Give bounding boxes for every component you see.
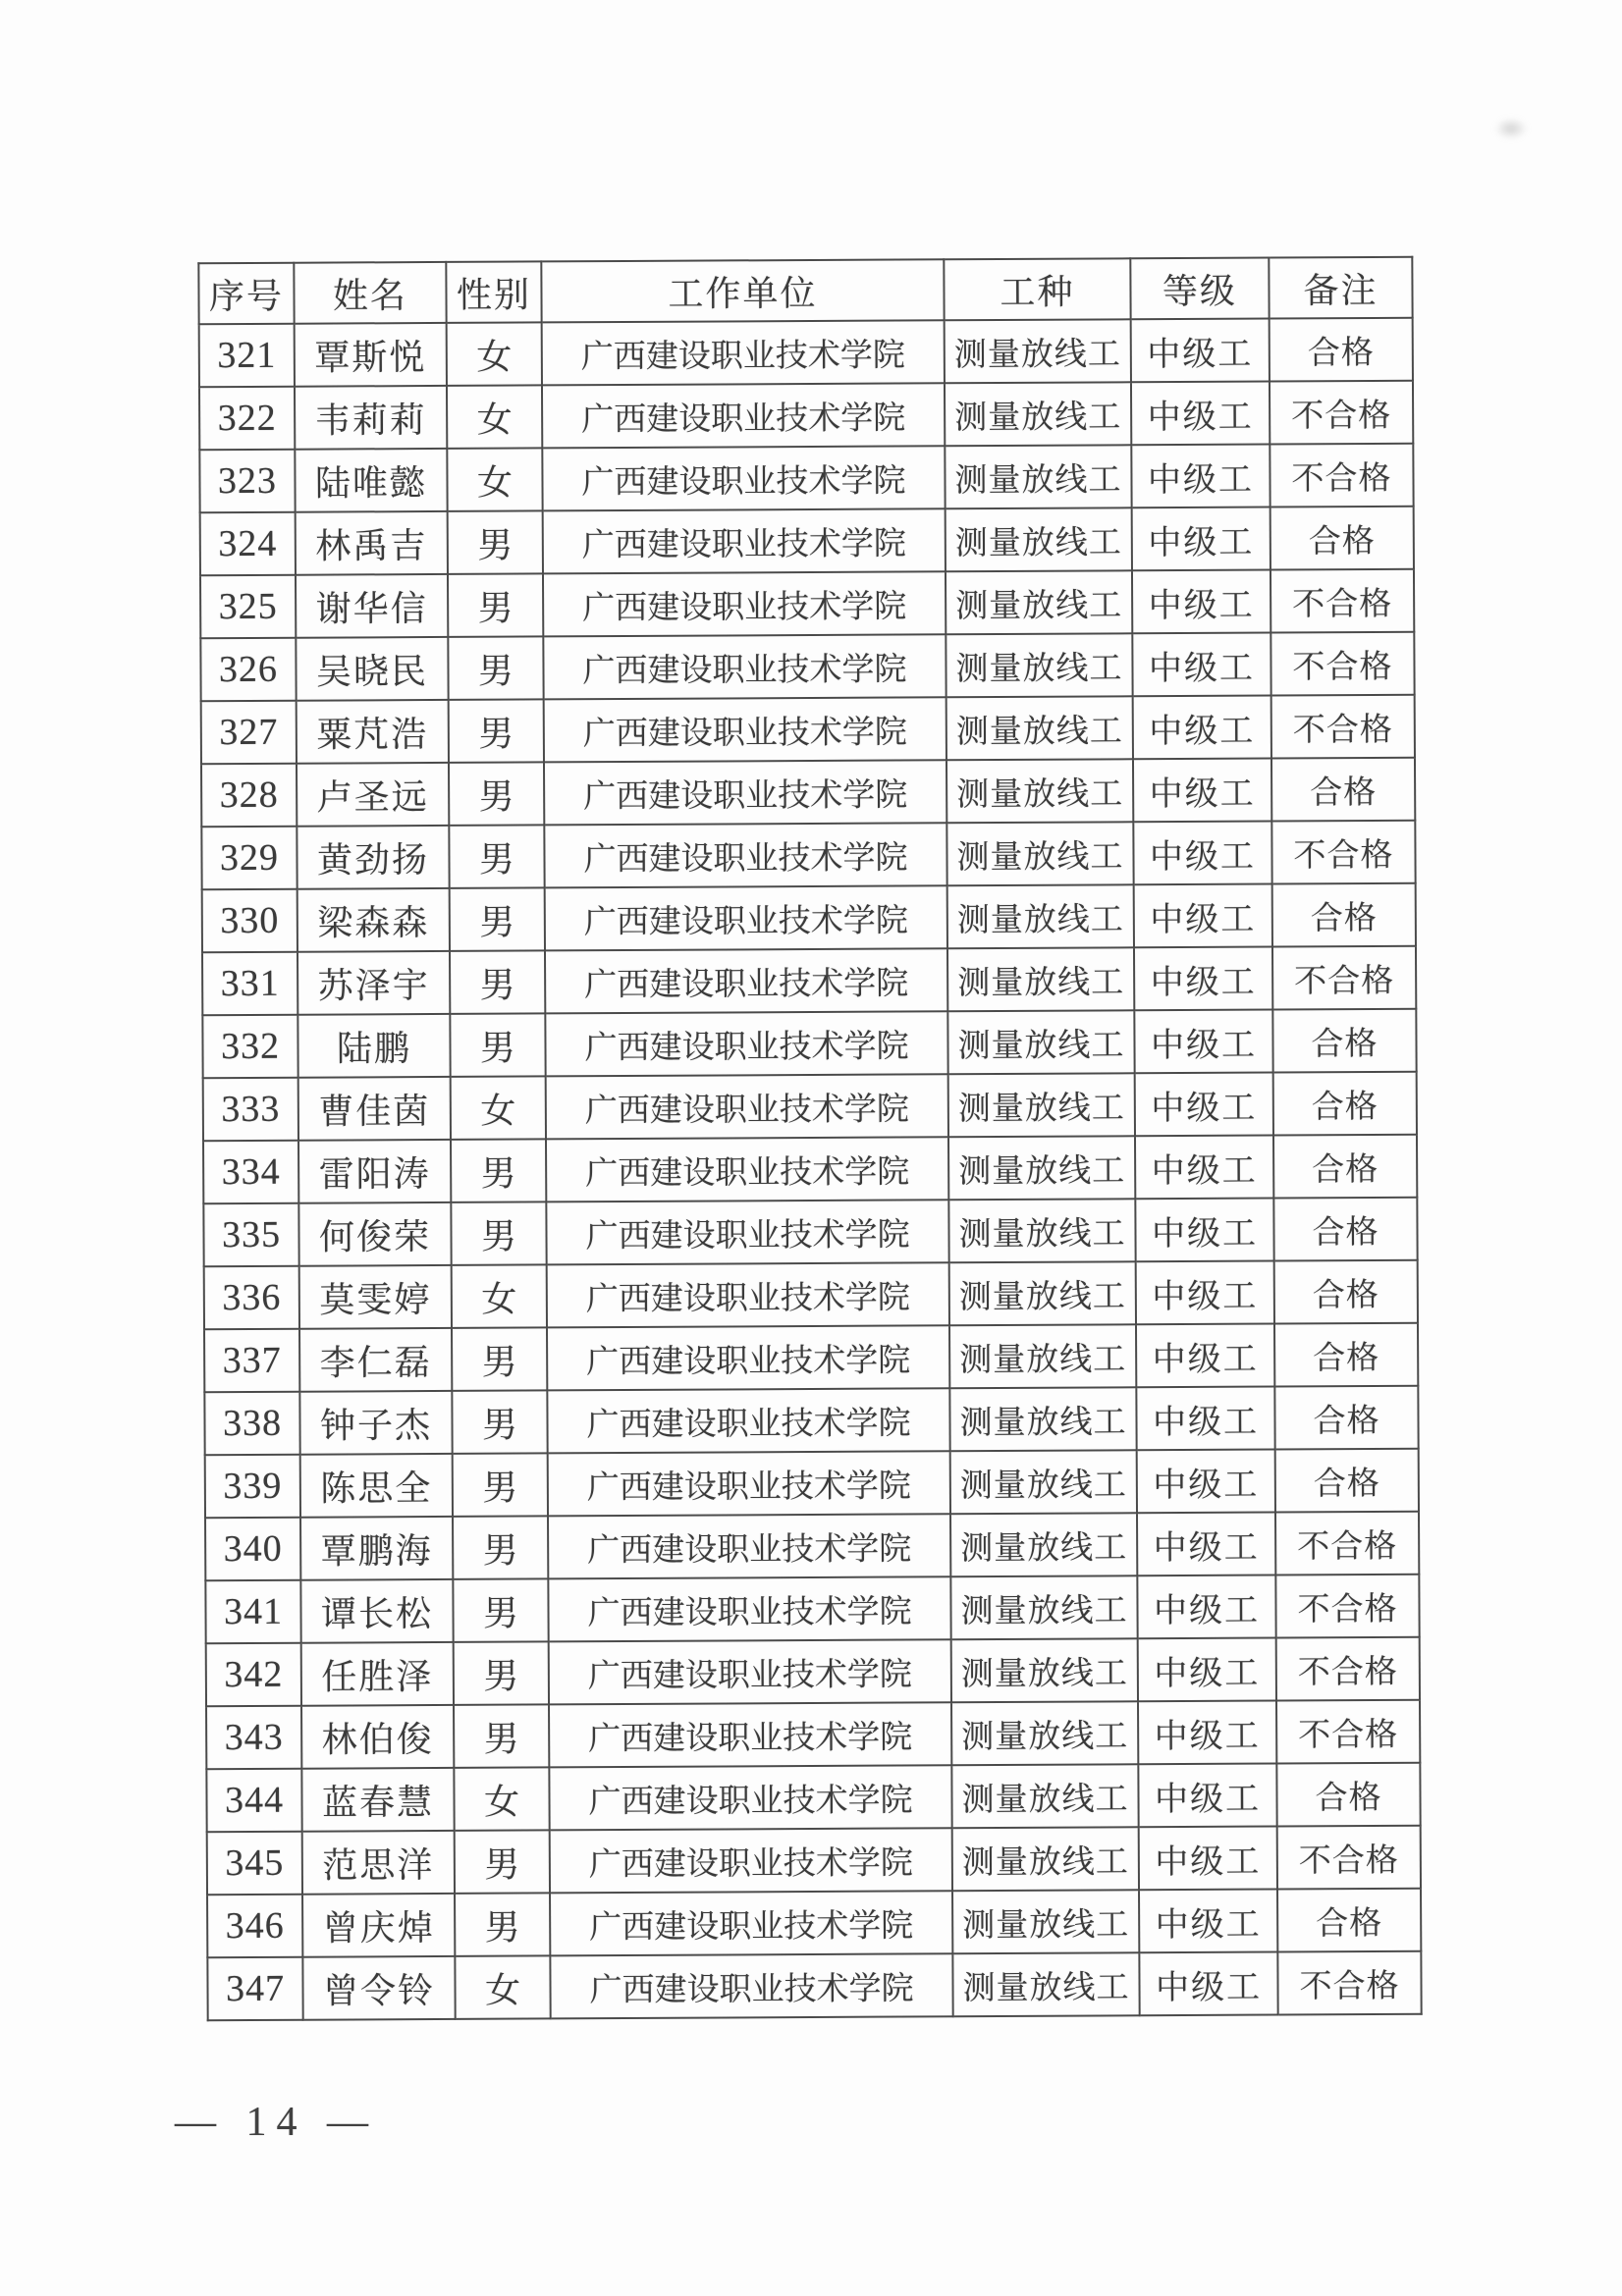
cell-gender: 男 <box>448 636 543 700</box>
cell-name: 林禹吉 <box>296 511 448 575</box>
cell-gender: 男 <box>453 1578 548 1642</box>
cell-work-unit: 广西建设职业技术学院 <box>548 1514 950 1578</box>
cell-remark: 不合格 <box>1271 821 1415 884</box>
cell-serial-number: 324 <box>200 512 296 576</box>
cell-remark: 不合格 <box>1275 1575 1419 1638</box>
cell-serial-number: 347 <box>207 1957 302 2021</box>
cell-name: 陈思全 <box>300 1454 453 1518</box>
cell-serial-number: 343 <box>206 1706 301 1770</box>
cell-name: 蓝春慧 <box>301 1768 454 1832</box>
cell-level: 中级工 <box>1133 759 1271 823</box>
cell-gender: 男 <box>452 1327 547 1391</box>
cell-serial-number: 333 <box>203 1078 298 1142</box>
cell-work-unit: 广西建设职业技术学院 <box>550 1891 952 1955</box>
cell-name: 林伯俊 <box>301 1705 454 1769</box>
cell-level: 中级工 <box>1132 507 1271 571</box>
cell-level: 中级工 <box>1136 1387 1274 1451</box>
cell-serial-number: 342 <box>206 1643 301 1707</box>
cell-work-unit: 广西建设职业技术学院 <box>548 1576 950 1641</box>
cell-work-unit: 广西建设职业技术学院 <box>547 1388 949 1453</box>
cell-level: 中级工 <box>1139 1890 1277 1953</box>
cell-gender: 男 <box>449 699 544 763</box>
cell-trade: 测量放线工 <box>950 1575 1137 1639</box>
cell-remark: 不合格 <box>1277 1951 1421 2015</box>
cell-trade: 测量放线工 <box>948 1073 1135 1137</box>
cell-trade: 测量放线工 <box>946 696 1133 760</box>
cell-serial-number: 344 <box>206 1769 301 1833</box>
cell-work-unit: 广西建设职业技术学院 <box>545 885 947 950</box>
table-body <box>199 318 1422 2020</box>
cell-serial-number: 341 <box>205 1580 300 1644</box>
cell-level: 中级工 <box>1136 1324 1274 1388</box>
cell-serial-number: 329 <box>201 827 297 890</box>
page-number: — 14 — <box>175 2100 378 2145</box>
cell-serial-number: 345 <box>207 1832 302 1896</box>
cell-work-unit: 广西建设职业技术学院 <box>547 1262 949 1327</box>
cell-level: 中级工 <box>1136 1261 1274 1325</box>
cell-level: 中级工 <box>1133 822 1271 885</box>
cell-gender: 男 <box>454 1641 549 1705</box>
cell-remark: 不合格 <box>1275 1512 1419 1575</box>
cell-serial-number: 336 <box>204 1266 299 1330</box>
cell-trade: 测量放线工 <box>952 1827 1139 1891</box>
cell-gender: 男 <box>450 1013 545 1077</box>
table-row <box>204 1386 1418 1455</box>
cell-gender: 男 <box>448 573 543 637</box>
cell-remark: 不合格 <box>1271 569 1414 633</box>
cell-trade: 测量放线工 <box>949 1324 1136 1388</box>
table-row <box>207 1826 1421 1895</box>
table-row <box>199 381 1413 450</box>
header-gender: 性别 <box>446 261 541 323</box>
cell-gender: 女 <box>447 322 542 386</box>
cell-trade: 测量放线工 <box>947 947 1134 1011</box>
cell-remark: 不合格 <box>1270 381 1413 445</box>
cell-gender: 女 <box>454 1767 549 1831</box>
cell-work-unit: 广西建设职业技术学院 <box>542 383 945 448</box>
cell-serial-number: 322 <box>199 387 295 451</box>
cell-gender: 男 <box>452 1390 547 1454</box>
header-remark: 备注 <box>1269 257 1412 319</box>
cell-gender: 男 <box>449 762 544 826</box>
cell-work-unit: 广西建设职业技术学院 <box>545 948 947 1013</box>
table-row <box>207 1951 1421 2020</box>
cell-trade: 测量放线工 <box>952 1890 1139 1953</box>
table-header-row <box>198 257 1412 324</box>
cell-serial-number: 326 <box>200 638 296 702</box>
cell-work-unit: 广西建设职业技术学院 <box>544 760 946 825</box>
cell-trade: 测量放线工 <box>947 1010 1134 1074</box>
cell-gender: 男 <box>455 1893 550 1956</box>
cell-name: 谢华信 <box>296 574 448 638</box>
cell-trade: 测量放线工 <box>948 1136 1135 1200</box>
cell-work-unit: 广西建设职业技术学院 <box>546 1200 948 1264</box>
cell-remark: 不合格 <box>1270 444 1413 507</box>
cell-work-unit: 广西建设职业技术学院 <box>546 1137 948 1201</box>
cell-gender: 男 <box>451 1201 546 1265</box>
cell-level: 中级工 <box>1135 1199 1273 1262</box>
table-row <box>203 1135 1417 1203</box>
table-row <box>206 1700 1420 1769</box>
cell-serial-number: 337 <box>204 1329 299 1393</box>
cell-name: 吴晓民 <box>296 637 448 701</box>
cell-remark: 不合格 <box>1276 1637 1420 1701</box>
cell-level: 中级工 <box>1138 1701 1276 1765</box>
cell-name: 陆鹏 <box>297 1014 450 1078</box>
cell-level: 中级工 <box>1131 319 1270 383</box>
cell-name: 梁森森 <box>297 888 450 952</box>
qualification-results-table <box>197 256 1422 2021</box>
cell-name: 曹佳茵 <box>298 1077 451 1141</box>
cell-remark: 不合格 <box>1272 946 1416 1010</box>
cell-work-unit: 广西建设职业技术学院 <box>549 1702 951 1767</box>
cell-level: 中级工 <box>1131 382 1270 446</box>
cell-level: 中级工 <box>1137 1513 1275 1576</box>
cell-trade: 测量放线工 <box>949 1387 1136 1451</box>
cell-level: 中级工 <box>1133 696 1271 760</box>
cell-gender: 男 <box>453 1516 548 1579</box>
cell-work-unit: 广西建设职业技术学院 <box>545 1011 947 1076</box>
cell-level: 中级工 <box>1131 445 1270 508</box>
table-row <box>202 1009 1416 1078</box>
cell-level: 中级工 <box>1138 1638 1276 1702</box>
cell-trade: 测量放线工 <box>945 382 1131 446</box>
cell-trade: 测量放线工 <box>946 822 1133 885</box>
cell-serial-number: 327 <box>201 701 297 765</box>
cell-trade: 测量放线工 <box>951 1638 1138 1702</box>
cell-trade: 测量放线工 <box>949 1261 1136 1325</box>
table-row <box>207 1889 1421 1957</box>
cell-trade: 测量放线工 <box>946 759 1133 823</box>
cell-name: 曾令铃 <box>302 1956 455 2020</box>
table-row <box>205 1575 1419 1643</box>
table-row <box>205 1512 1419 1580</box>
header-level: 等级 <box>1130 258 1269 320</box>
cell-work-unit: 广西建设职业技术学院 <box>549 1639 951 1704</box>
cell-work-unit: 广西建设职业技术学院 <box>543 571 946 636</box>
table-region <box>197 256 1422 2021</box>
cell-trade: 测量放线工 <box>946 507 1132 571</box>
cell-gender: 女 <box>452 1264 547 1328</box>
cell-work-unit: 广西建设职业技术学院 <box>542 446 945 510</box>
cell-name: 任胜泽 <box>301 1642 454 1706</box>
table-row <box>206 1763 1420 1832</box>
cell-trade: 测量放线工 <box>945 445 1131 508</box>
cell-level: 中级工 <box>1139 1827 1277 1891</box>
cell-remark: 不合格 <box>1271 632 1414 696</box>
header-work-unit: 工作单位 <box>541 259 944 322</box>
cell-trade: 测量放线工 <box>946 570 1132 634</box>
header-serial-number: 序号 <box>198 263 294 325</box>
cell-remark: 合格 <box>1275 1449 1419 1513</box>
cell-name: 粟芃浩 <box>297 700 449 764</box>
cell-name: 覃斯悦 <box>295 323 447 387</box>
table-row <box>200 632 1414 701</box>
cell-work-unit: 广西建设职业技术学院 <box>550 1828 952 1893</box>
cell-gender: 男 <box>450 950 545 1014</box>
cell-level: 中级工 <box>1134 947 1272 1011</box>
cell-level: 中级工 <box>1135 1073 1273 1137</box>
cell-gender: 男 <box>454 1704 549 1768</box>
cell-serial-number: 346 <box>207 1895 302 1958</box>
cell-serial-number: 328 <box>201 764 297 828</box>
table-row <box>204 1323 1418 1392</box>
cell-gender: 男 <box>451 1139 546 1202</box>
table-row <box>202 883 1416 952</box>
cell-name: 黄劲扬 <box>297 826 449 889</box>
table-row <box>205 1449 1419 1518</box>
table-row <box>206 1637 1420 1706</box>
cell-work-unit: 广西建设职业技术学院 <box>543 634 946 699</box>
cell-remark: 合格 <box>1273 1135 1417 1199</box>
cell-remark: 合格 <box>1271 758 1415 822</box>
cell-gender: 男 <box>450 887 545 951</box>
cell-remark: 合格 <box>1273 1072 1417 1136</box>
cell-name: 何俊荣 <box>298 1202 451 1266</box>
cell-remark: 合格 <box>1271 507 1414 570</box>
cell-remark: 不合格 <box>1277 1826 1421 1890</box>
header-trade: 工种 <box>944 258 1130 320</box>
scan-smudge <box>1494 118 1528 139</box>
cell-trade: 测量放线工 <box>952 1952 1139 2016</box>
cell-work-unit: 广西建设职业技术学院 <box>546 1074 948 1139</box>
cell-trade: 测量放线工 <box>945 319 1131 383</box>
table-row <box>201 821 1415 889</box>
cell-level: 中级工 <box>1137 1450 1275 1514</box>
cell-name: 卢圣远 <box>297 763 449 827</box>
cell-serial-number: 338 <box>204 1392 299 1456</box>
cell-level: 中级工 <box>1138 1764 1276 1828</box>
cell-level: 中级工 <box>1134 884 1272 948</box>
cell-level: 中级工 <box>1134 1010 1272 1074</box>
table-row <box>204 1260 1418 1329</box>
cell-name: 钟子杰 <box>299 1391 452 1455</box>
cell-serial-number: 340 <box>205 1518 300 1581</box>
table-row <box>203 1072 1417 1141</box>
cell-level: 中级工 <box>1132 570 1271 634</box>
cell-remark: 合格 <box>1274 1386 1418 1450</box>
cell-remark: 不合格 <box>1276 1700 1420 1764</box>
cell-serial-number: 335 <box>203 1203 298 1267</box>
cell-remark: 合格 <box>1273 1198 1417 1261</box>
table-row <box>201 695 1415 764</box>
cell-gender: 女 <box>447 385 542 449</box>
cell-serial-number: 323 <box>199 450 295 513</box>
cell-work-unit: 广西建设职业技术学院 <box>550 1953 952 2018</box>
cell-remark: 合格 <box>1276 1763 1420 1827</box>
cell-name: 李仁磊 <box>299 1328 452 1392</box>
cell-remark: 合格 <box>1274 1323 1418 1387</box>
cell-serial-number: 339 <box>205 1455 300 1519</box>
cell-remark: 合格 <box>1270 318 1413 382</box>
cell-name: 覃鹏海 <box>300 1517 453 1580</box>
cell-gender: 男 <box>453 1453 548 1517</box>
table-row <box>202 946 1416 1015</box>
cell-work-unit: 广西建设职业技术学院 <box>542 320 945 385</box>
cell-serial-number: 332 <box>202 1015 297 1079</box>
cell-gender: 男 <box>448 510 543 574</box>
cell-serial-number: 325 <box>200 575 296 639</box>
cell-serial-number: 330 <box>202 889 297 953</box>
cell-gender: 女 <box>455 1955 550 2019</box>
cell-gender: 女 <box>451 1076 546 1140</box>
header-name: 姓名 <box>294 262 446 324</box>
cell-name: 韦莉莉 <box>295 386 447 450</box>
cell-trade: 测量放线工 <box>950 1450 1137 1514</box>
cell-trade: 测量放线工 <box>950 1513 1137 1576</box>
cell-gender: 男 <box>449 825 544 888</box>
cell-work-unit: 广西建设职业技术学院 <box>547 1325 949 1390</box>
cell-gender: 女 <box>447 448 542 511</box>
cell-name: 雷阳涛 <box>298 1140 451 1203</box>
table-row <box>199 444 1413 512</box>
cell-remark: 合格 <box>1272 883 1416 947</box>
cell-name: 范思洋 <box>302 1831 455 1895</box>
cell-level: 中级工 <box>1132 633 1271 697</box>
cell-work-unit: 广西建设职业技术学院 <box>549 1765 951 1830</box>
cell-serial-number: 331 <box>202 952 297 1016</box>
cell-remark: 不合格 <box>1271 695 1415 759</box>
cell-trade: 测量放线工 <box>947 884 1134 948</box>
table-row <box>203 1198 1417 1266</box>
cell-name: 谭长松 <box>300 1579 453 1643</box>
cell-gender: 男 <box>455 1830 550 1894</box>
cell-name: 曾庆焯 <box>302 1894 455 1957</box>
table-row <box>200 569 1414 638</box>
cell-work-unit: 广西建设职业技术学院 <box>544 823 946 887</box>
cell-remark: 合格 <box>1272 1009 1416 1073</box>
cell-name: 苏泽宇 <box>297 951 450 1015</box>
table-row <box>200 507 1414 575</box>
cell-level: 中级工 <box>1137 1575 1275 1639</box>
table-row <box>201 758 1415 827</box>
cell-name: 莫雯婷 <box>299 1265 452 1329</box>
cell-trade: 测量放线工 <box>951 1701 1138 1765</box>
cell-work-unit: 广西建设职业技术学院 <box>543 508 946 573</box>
cell-work-unit: 广西建设职业技术学院 <box>544 697 946 762</box>
cell-trade: 测量放线工 <box>951 1764 1138 1828</box>
cell-work-unit: 广西建设职业技术学院 <box>548 1451 950 1516</box>
cell-remark: 合格 <box>1274 1260 1418 1324</box>
cell-remark: 合格 <box>1277 1889 1421 1952</box>
cell-serial-number: 321 <box>199 324 295 388</box>
cell-serial-number: 334 <box>203 1141 298 1204</box>
cell-name: 陆唯懿 <box>295 449 447 512</box>
cell-level: 中级工 <box>1135 1136 1273 1200</box>
cell-trade: 测量放线工 <box>946 633 1132 697</box>
table-row <box>199 318 1413 387</box>
cell-level: 中级工 <box>1139 1952 1277 2016</box>
cell-trade: 测量放线工 <box>948 1199 1135 1262</box>
